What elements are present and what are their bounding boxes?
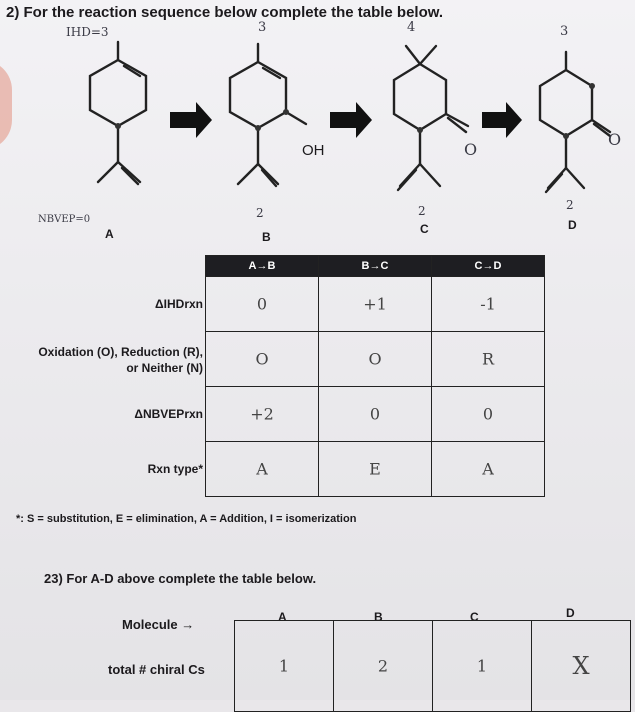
note-above-b: 3	[258, 20, 267, 35]
label-b: B	[262, 230, 271, 244]
label-a: A	[105, 227, 114, 241]
ihd-note: IHD=3	[66, 25, 109, 39]
molecule-c-structure	[394, 46, 468, 190]
note-above-c: 4	[407, 20, 416, 35]
reaction-table	[205, 255, 545, 497]
cell-ihd-bc[interactable]: +1	[319, 277, 432, 332]
col-b-c: B→C	[319, 256, 432, 277]
chiral-cell-b[interactable]: 2	[334, 621, 433, 712]
arrow-b-c	[330, 102, 372, 138]
question-title: 2) For the reaction sequence below complete the table below.	[6, 4, 444, 21]
chiral-cell-a[interactable]: 1	[235, 621, 334, 712]
b-count: 2	[256, 206, 264, 220]
cell-nbvep-bc[interactable]: 0	[319, 387, 432, 442]
oh-label: OH	[302, 142, 325, 159]
cell-nbvep-ab[interactable]: +2	[206, 387, 319, 442]
ketone-o-d: O	[608, 130, 622, 149]
chiral-cell-d[interactable]: X	[532, 621, 631, 712]
q23-col-c: C	[470, 610, 479, 624]
c-count: 2	[418, 204, 426, 218]
arrow-a-b	[170, 102, 212, 138]
cell-type-bc[interactable]: E	[319, 442, 432, 497]
row-label-ihd: ΔIHDrxn	[155, 297, 203, 311]
molecule-b-structure	[230, 44, 306, 186]
arrow-c-d	[482, 102, 522, 138]
cell-ihd-ab[interactable]: 0	[206, 277, 319, 332]
q23-col-d: D	[566, 606, 575, 620]
col-a-b: A→B	[206, 256, 319, 277]
chiral-row-label: total # chiral Cs	[108, 662, 205, 677]
q23-col-a: A	[278, 610, 287, 624]
cell-redox-ab[interactable]: O	[206, 332, 319, 387]
ketone-o-c: O	[464, 140, 478, 159]
molecule-a-structure	[90, 42, 146, 184]
row-label-redox: Oxidation (O), Reduction (R), or Neither (N)	[38, 345, 203, 375]
d-count: 2	[566, 198, 574, 212]
a-note: NBVEP=0	[38, 214, 91, 225]
cell-type-ab[interactable]: A	[206, 442, 319, 497]
note-above-d: 3	[560, 24, 569, 39]
cell-redox-cd[interactable]: R	[432, 332, 545, 387]
cell-redox-bc[interactable]: O	[319, 332, 432, 387]
cell-type-cd[interactable]: A	[432, 442, 545, 497]
molecule-row-label: Molecule →	[122, 617, 195, 632]
molecule-d-structure	[540, 52, 610, 192]
col-c-d: C→D	[432, 256, 545, 277]
q23-col-b: B	[374, 610, 383, 624]
cell-ihd-cd[interactable]: -1	[432, 277, 545, 332]
chiral-cell-c[interactable]: 1	[433, 621, 532, 712]
row-label-rxn-type: Rxn type*	[147, 462, 203, 476]
cell-nbvep-cd[interactable]: 0	[432, 387, 545, 442]
chiral-table	[234, 620, 631, 712]
row-label-nbvep: ΔNBVEPrxn	[134, 407, 203, 421]
footnote: *: S = substitution, E = elimination, A = Addition, I = isomerization	[16, 513, 357, 525]
label-d: D	[568, 218, 577, 232]
q23-title: 23) For A-D above complete the table below.	[44, 571, 317, 586]
label-c: C	[420, 222, 429, 236]
